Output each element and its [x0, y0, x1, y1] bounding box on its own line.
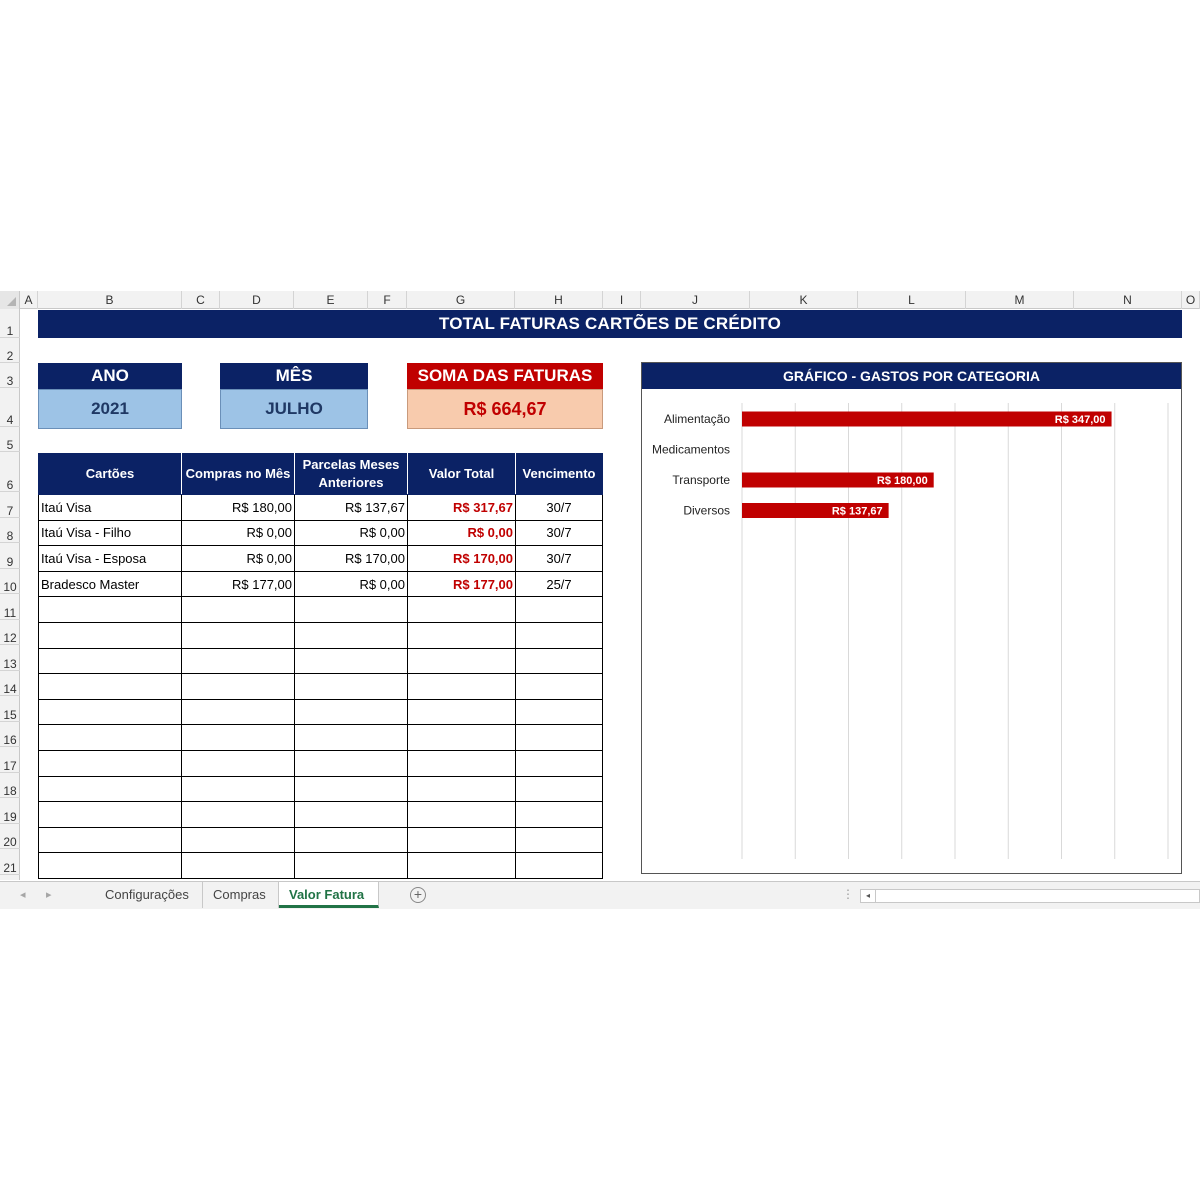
- empty-table-row: [39, 776, 603, 802]
- empty-cell[interactable]: [39, 622, 182, 648]
- table-cell[interactable]: 30/7: [516, 546, 603, 572]
- column-header[interactable]: A: [20, 291, 38, 309]
- table-cell[interactable]: R$ 0,00: [408, 520, 516, 546]
- table-row: [39, 571, 603, 597]
- row-header[interactable]: 14: [0, 671, 20, 696]
- empty-cell[interactable]: [295, 622, 408, 648]
- chart-data-label: R$ 180,00: [876, 475, 928, 487]
- row-header[interactable]: 13: [0, 645, 20, 671]
- empty-table-row: [39, 622, 603, 648]
- empty-cell[interactable]: [408, 725, 516, 751]
- next-sheet-icon[interactable]: ▸: [46, 889, 52, 901]
- empty-cell[interactable]: [182, 648, 295, 674]
- empty-cell[interactable]: [39, 597, 182, 623]
- table-cell[interactable]: R$ 180,00: [182, 495, 295, 521]
- table-cell[interactable]: R$ 137,67: [295, 495, 408, 521]
- chart-data-label: R$ 137,67: [831, 505, 883, 518]
- table-cell[interactable]: R$ 0,00: [182, 520, 295, 546]
- empty-cell[interactable]: [516, 674, 603, 700]
- tab-split-handle-icon[interactable]: ⋮: [842, 887, 854, 901]
- empty-cell[interactable]: [516, 622, 603, 648]
- empty-cell[interactable]: [39, 776, 182, 802]
- row-header[interactable]: 2: [0, 338, 20, 363]
- header-compras-no-mes[interactable]: Compras no Mês: [182, 454, 295, 495]
- empty-cell[interactable]: [39, 725, 182, 751]
- row-header[interactable]: 4: [0, 388, 20, 427]
- table-cell[interactable]: Itaú Visa - Esposa: [39, 546, 182, 572]
- table-row: [39, 520, 603, 546]
- table-cell[interactable]: R$ 177,00: [408, 571, 516, 597]
- table-header-row: [39, 454, 603, 495]
- empty-cell[interactable]: [182, 776, 295, 802]
- empty-cell[interactable]: [39, 853, 182, 879]
- empty-cell[interactable]: [516, 725, 603, 751]
- table-cell[interactable]: 30/7: [516, 520, 603, 546]
- sheet-tab[interactable]: Configurações: [95, 882, 203, 908]
- table-cell[interactable]: R$ 317,67: [408, 495, 516, 521]
- header-parcelas-meses-anteriores[interactable]: Parcelas Meses Anteriores: [295, 454, 408, 495]
- empty-cell[interactable]: [182, 699, 295, 725]
- row-header[interactable]: 7: [0, 492, 20, 518]
- empty-cell[interactable]: [182, 674, 295, 700]
- empty-table-row: [39, 597, 603, 623]
- empty-cell[interactable]: [295, 853, 408, 879]
- empty-cell[interactable]: [39, 648, 182, 674]
- row-header[interactable]: 19: [0, 798, 20, 824]
- table-cell[interactable]: R$ 0,00: [295, 571, 408, 597]
- cards-table: [38, 453, 603, 879]
- empty-table-row: [39, 750, 603, 776]
- ano-value-cell[interactable]: 2021: [38, 389, 182, 429]
- table-cell[interactable]: Bradesco Master: [39, 571, 182, 597]
- row-header[interactable]: 17: [0, 747, 20, 773]
- column-header[interactable]: B: [38, 291, 182, 309]
- column-header[interactable]: D: [220, 291, 294, 309]
- empty-cell[interactable]: [408, 674, 516, 700]
- empty-cell[interactable]: [182, 622, 295, 648]
- empty-cell[interactable]: [408, 853, 516, 879]
- column-header[interactable]: I: [603, 291, 641, 309]
- column-header[interactable]: M: [966, 291, 1074, 309]
- column-header[interactable]: C: [182, 291, 220, 309]
- chart-category-label: Diversos: [683, 503, 730, 518]
- empty-cell[interactable]: [408, 622, 516, 648]
- table-cell[interactable]: R$ 0,00: [182, 546, 295, 572]
- row-header[interactable]: 8: [0, 518, 20, 543]
- row-header[interactable]: 5: [0, 427, 20, 452]
- empty-cell[interactable]: [295, 674, 408, 700]
- sheet-tab-bar: [0, 881, 1200, 909]
- chart-plot: [642, 389, 1181, 873]
- empty-cell[interactable]: [516, 776, 603, 802]
- empty-cell[interactable]: [182, 750, 295, 776]
- empty-cell[interactable]: [408, 827, 516, 853]
- empty-cell[interactable]: [516, 802, 603, 828]
- table-cell[interactable]: Itaú Visa: [39, 495, 182, 521]
- table-row: [39, 546, 603, 572]
- header-valor-total[interactable]: Valor Total: [408, 454, 516, 495]
- chart-gastos-por-categoria[interactable]: [641, 362, 1182, 874]
- empty-cell[interactable]: [39, 674, 182, 700]
- empty-cell[interactable]: [295, 699, 408, 725]
- column-header[interactable]: K: [750, 291, 858, 309]
- empty-cell[interactable]: [408, 648, 516, 674]
- empty-table-row: [39, 674, 603, 700]
- empty-cell[interactable]: [516, 597, 603, 623]
- empty-table-row: [39, 648, 603, 674]
- empty-cell[interactable]: [295, 648, 408, 674]
- empty-cell[interactable]: [182, 597, 295, 623]
- prev-sheet-icon[interactable]: ◂: [20, 889, 26, 901]
- empty-cell[interactable]: [295, 802, 408, 828]
- chart-category-label: Medicamentos: [651, 442, 730, 457]
- row-header-bar: [0, 309, 20, 880]
- empty-table-row: [39, 725, 603, 751]
- row-header[interactable]: 1: [0, 309, 20, 338]
- row-header[interactable]: 16: [0, 722, 20, 747]
- empty-cell[interactable]: [408, 699, 516, 725]
- empty-table-row: [39, 699, 603, 725]
- empty-cell[interactable]: [182, 725, 295, 751]
- scroll-left-icon[interactable]: ◂: [861, 890, 876, 902]
- row-header[interactable]: 15: [0, 696, 20, 722]
- column-header[interactable]: F: [368, 291, 407, 309]
- soma-label: SOMA DAS FATURAS: [407, 363, 603, 389]
- empty-cell[interactable]: [39, 802, 182, 828]
- empty-cell[interactable]: [295, 827, 408, 853]
- empty-cell[interactable]: [39, 827, 182, 853]
- table-cell[interactable]: R$ 0,00: [295, 520, 408, 546]
- page-title: TOTAL FATURAS CARTÕES DE CRÉDITO: [38, 310, 1182, 338]
- chart-category-label: Transporte: [672, 473, 730, 487]
- empty-table-row: [39, 853, 603, 879]
- column-header-bar: [0, 291, 1200, 309]
- row-header[interactable]: 3: [0, 363, 20, 388]
- row-header[interactable]: 10: [0, 569, 20, 594]
- empty-cell[interactable]: [39, 699, 182, 725]
- empty-cell[interactable]: [516, 648, 603, 674]
- row-header[interactable]: 6: [0, 452, 20, 492]
- empty-cell[interactable]: [39, 750, 182, 776]
- column-header[interactable]: O: [1182, 291, 1200, 309]
- column-header[interactable]: L: [858, 291, 966, 309]
- header-vencimento[interactable]: Vencimento: [516, 454, 603, 495]
- column-header[interactable]: H: [515, 291, 603, 309]
- column-header[interactable]: J: [641, 291, 750, 309]
- empty-cell[interactable]: [182, 827, 295, 853]
- chart-category-label: Alimentação: [663, 412, 730, 426]
- empty-cell[interactable]: [295, 597, 408, 623]
- table-cell[interactable]: R$ 170,00: [295, 546, 408, 572]
- row-header[interactable]: 12: [0, 620, 20, 645]
- empty-cell[interactable]: [182, 802, 295, 828]
- column-header[interactable]: N: [1074, 291, 1182, 309]
- sheet-tab[interactable]: Compras: [203, 882, 279, 908]
- empty-table-row: [39, 802, 603, 828]
- empty-table-row: [39, 827, 603, 853]
- table-cell[interactable]: 25/7: [516, 571, 603, 597]
- table-row: [39, 495, 603, 521]
- empty-cell[interactable]: [295, 776, 408, 802]
- empty-cell[interactable]: [408, 776, 516, 802]
- column-header[interactable]: G: [407, 291, 515, 309]
- sheet-tab[interactable]: Valor Fatura: [279, 882, 379, 908]
- select-all-icon: [7, 297, 16, 306]
- table-cell[interactable]: R$ 177,00: [182, 571, 295, 597]
- empty-cell[interactable]: [182, 853, 295, 879]
- select-all-corner[interactable]: [0, 291, 20, 309]
- ano-label: ANO: [38, 363, 182, 389]
- row-header[interactable]: 20: [0, 824, 20, 849]
- empty-cell[interactable]: [295, 725, 408, 751]
- soma-value-cell[interactable]: R$ 664,67: [407, 389, 603, 429]
- empty-cell[interactable]: [516, 827, 603, 853]
- chart-data-label: R$ 347,00: [1054, 414, 1106, 426]
- row-header[interactable]: 9: [0, 543, 20, 569]
- empty-cell[interactable]: [516, 699, 603, 725]
- row-header[interactable]: 11: [0, 594, 20, 620]
- mes-value-cell[interactable]: JULHO: [220, 389, 368, 429]
- empty-cell[interactable]: [408, 802, 516, 828]
- column-header[interactable]: E: [294, 291, 368, 309]
- mes-label: MÊS: [220, 363, 368, 389]
- empty-cell[interactable]: [516, 853, 603, 879]
- empty-cell[interactable]: [408, 597, 516, 623]
- chart-title: GRÁFICO - GASTOS POR CATEGORIA: [642, 363, 1181, 389]
- table-cell[interactable]: 30/7: [516, 495, 603, 521]
- empty-cell[interactable]: [295, 750, 408, 776]
- horizontal-scrollbar[interactable]: [860, 889, 1200, 903]
- row-header[interactable]: 18: [0, 773, 20, 798]
- table-cell[interactable]: R$ 170,00: [408, 546, 516, 572]
- add-sheet-icon[interactable]: +: [410, 887, 426, 903]
- row-header[interactable]: 21: [0, 849, 20, 875]
- table-cell[interactable]: Itaú Visa - Filho: [39, 520, 182, 546]
- empty-cell[interactable]: [516, 750, 603, 776]
- header-cartoes[interactable]: Cartões: [39, 454, 182, 495]
- empty-cell[interactable]: [408, 750, 516, 776]
